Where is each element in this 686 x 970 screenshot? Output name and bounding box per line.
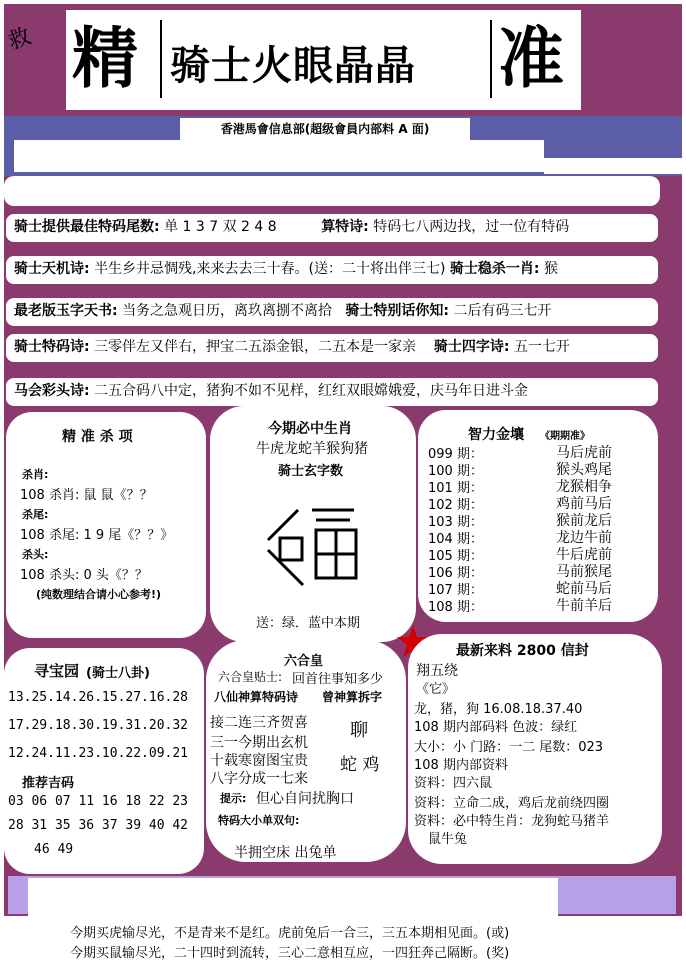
treasure-line: 12.24.11.23.10.22.09.21 [8,746,189,761]
row-label: 骑士提供最佳特码尾数: [14,219,160,235]
history-title: 智力金壤 [468,427,524,443]
row-special-poem [6,334,658,362]
history-period: 099 期： [428,447,483,462]
zodiac-title: 今期必中生肖 [268,421,352,437]
divider [160,20,162,98]
kill-tail: 108 杀尾: 1 9 尾《？？》 [20,528,174,543]
zodiac-subtitle: 骑士玄字数 [278,464,344,479]
emperor-bottom: 半拥空床 出兔单 [234,845,337,861]
news-line: 108 期内部资料 [414,758,508,773]
footer-blank [28,878,558,916]
history-value: 鸡前马后 [556,496,612,512]
header-right-char: 准 [498,19,564,97]
history-period: 104 期： [428,532,483,547]
history-value: 龙边牛前 [556,530,612,546]
rec-title: 推荐吉码 [22,776,75,791]
band-blank [544,158,684,174]
row-label: 最老版玉字天书: [14,303,118,319]
news-line: 资料：四六鼠 [414,776,493,791]
treasure-title: 寻宝园 [34,662,80,680]
history-value: 牛后虎前 [556,547,612,563]
emperor-poem-line: 十载寒窗图宝贵 [210,753,308,769]
row-value: 二后有码三七开 [453,303,552,319]
news-line: 资料：必中特生肖：龙狗蛇马猪羊 [414,814,610,829]
row-value: 特码七八两边找，过一位有特码 [373,219,570,235]
row-label: 骑士天机诗: [14,261,90,277]
history-tag: 《期期准》 [540,431,590,442]
history-value: 马后虎前 [556,445,612,461]
row-value: 猴 [543,261,558,277]
kill-head-label: 杀头: [22,548,49,561]
history-period: 100 期： [428,464,483,479]
emperor-hint-label: 提示: [220,792,247,805]
emperor-poem-line: 接二连三齐贺喜 [210,715,308,731]
emperor-poem-title: 八仙神算特码诗 [214,690,299,704]
history-value: 猴前龙后 [556,513,612,529]
puzzle-glyph-icon [258,490,378,590]
zodiac-send: 送：绿．蓝中本期 [256,616,361,631]
row-heaven-poem [6,256,658,284]
rec-line: 28 31 35 36 37 39 40 42 [8,818,189,833]
history-value: 蛇前马后 [556,581,612,597]
emperor-split-title: 曾神算拆字 [322,690,383,704]
history-value: 龙猴相争 [556,479,612,495]
row-value: 当务之急观日历，离玖离捌不离拾 [122,303,333,319]
blank-row [4,176,660,206]
treasure-panel [4,648,204,874]
row-label: 骑士四字诗: [433,339,510,355]
history-value: 猴头鸡尾 [556,462,612,478]
header-subtitle: 香港馬會信息部(超级會員内部料 A 面) [180,118,470,140]
emperor-tip: 回首往事知多少 [292,672,384,687]
history-value: 马前猴尾 [556,564,612,580]
kill-note: (纯数理结合请小心参考!) [36,588,162,601]
treasure-subtitle: (骑士八卦) [86,666,150,681]
news-line: 资料：立命二成，鸡后龙前绕四圈 [414,796,610,811]
row-value: 半生乡井忌惆残,来来去去三十春。(送：二十将出伴三七) [94,261,446,277]
kill-tail-label: 杀尾: [22,508,49,521]
emperor-title: 六合皇 [284,654,324,669]
news-line: 龙，猪，狗 16.08.18.37.40 [414,702,583,717]
row-label: 骑士特别话你知: [345,303,450,319]
page-title: 骑士火眼晶晶 [170,42,416,89]
history-period: 107 期： [428,583,483,598]
zodiac-animals: 牛虎龙蛇羊猴狗猪 [256,441,368,457]
emperor-side-char: 聊 [350,720,368,741]
rec-line: 03 06 07 11 16 18 22 23 [8,794,189,809]
emperor-hint: 但心自问扰胸口 [256,791,354,807]
emperor-tip-label: 六合皇贴士: [218,670,283,684]
news-line: 大小：小 门路：一二 尾数：023 [414,740,604,755]
rec-line: 46 49 [34,842,74,857]
emperor-size-label: 特码大小单双句: [218,814,300,827]
history-value: 牛前羊后 [556,598,612,614]
news-title: 最新来料 2800 信封 [456,643,589,659]
history-period: 102 期： [428,498,483,513]
news-line: 鼠牛兔 [428,832,468,847]
history-period: 108 期： [428,600,483,615]
footer-line: 今期买虎输尽光，不是青来不是红。虎前兔后一合三，三五本期相见面。(或) [70,926,510,941]
footer-line: 今期买鼠输尽光，二十四时到流转，三心二意相互应，一四狂奔己隔断。(奖) [70,946,510,961]
row-value: 二五合码八中定，猪狗不如不见样，红红双眼嫦娥爱，庆马年日进斗金 [94,383,529,399]
row-value: 单 1 3 7 双 2 4 8 [164,219,277,235]
header-left-char: 精 [72,19,138,97]
kill-zodiac: 108 杀肖: 鼠 鼠《？？ [20,488,153,503]
news-line: 《它》 [416,682,456,697]
row-tail-numbers [6,214,658,242]
kill-zodiac-label: 杀肖: [22,468,49,481]
history-period: 106 期： [428,566,483,581]
row-label: 算特诗: [321,219,369,235]
row-label: 骑士特码诗: [14,339,90,355]
row-label: 马会彩头诗: [14,383,90,399]
emperor-poem-line: 三一今期出玄机 [210,735,308,751]
treasure-line: 13.25.14.26.15.27.16.28 [8,690,189,705]
news-line: 翔五绕 [416,663,458,679]
row-value: 三零伴左又伴右，押宝二五添金银，二五本是一家亲 [94,339,417,355]
history-period: 103 期： [428,515,483,530]
history-period: 101 期： [428,481,483,496]
news-line: 108 期内部码料 色波：绿红 [414,720,578,735]
band-blank [14,140,544,172]
kill-head: 108 杀头: 0 头《？？ [20,568,148,583]
row-club-poem [6,378,658,406]
row-jade-book [6,298,658,326]
history-period: 105 期： [428,549,483,564]
emperor-side-chars: 蛇 鸡 [340,755,380,775]
emperor-poem-line: 八字分成一七来 [210,771,308,787]
row-label: 骑士稳杀一肖: [449,261,540,277]
kill-title: 精 准 杀 项 [62,429,133,445]
corner-mark: 救 [5,23,35,55]
treasure-line: 17.29.18.30.19.31.20.32 [8,718,189,733]
divider [490,20,492,98]
row-value: 五一七开 [513,339,570,355]
